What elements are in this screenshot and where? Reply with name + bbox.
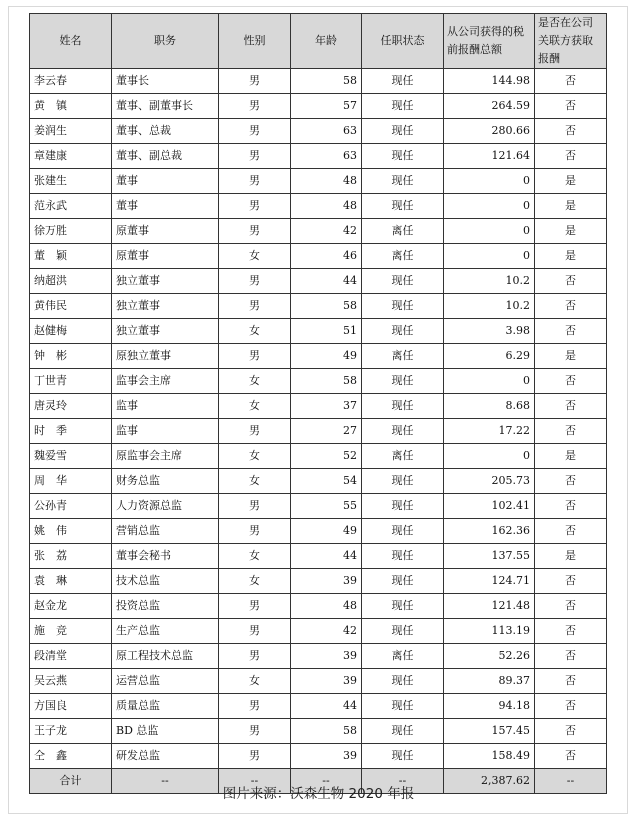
cell-position: 监事会主席 <box>112 369 219 394</box>
cell-related: 是 <box>535 344 607 369</box>
cell-name: 章建康 <box>30 144 112 169</box>
table-row <box>30 569 607 594</box>
cell-age: 63 <box>291 144 362 169</box>
cell-gender: 女 <box>219 394 291 419</box>
cell-pay: 17.22 <box>444 419 535 444</box>
header-status: 任职状态 <box>362 14 444 69</box>
cell-gender: 女 <box>219 369 291 394</box>
cell-status: 现任 <box>362 719 444 744</box>
cell-pay: 10.2 <box>444 269 535 294</box>
cell-age: 48 <box>291 594 362 619</box>
cell-status: 现任 <box>362 544 444 569</box>
image-source-caption: 图片来源：沃森生物 2020 年报 <box>222 786 415 802</box>
cell-related: 是 <box>535 219 607 244</box>
table-row <box>30 444 607 469</box>
cell-position: 营销总监 <box>112 519 219 544</box>
table-row <box>30 619 607 644</box>
cell-name: 徐万胜 <box>30 219 112 244</box>
table-row <box>30 544 607 569</box>
cell-name: 姜润生 <box>30 119 112 144</box>
cell-age: 39 <box>291 569 362 594</box>
cell-status: 现任 <box>362 319 444 344</box>
cell-gender: 男 <box>219 269 291 294</box>
cell-position: 原独立董事 <box>112 344 219 369</box>
cell-status: 离任 <box>362 644 444 669</box>
cell-position: 人力资源总监 <box>112 494 219 519</box>
cell-related: 否 <box>535 494 607 519</box>
cell-status: 现任 <box>362 594 444 619</box>
cell-status: 现任 <box>362 494 444 519</box>
cell-name: 李云春 <box>30 69 112 94</box>
table-row <box>30 694 607 719</box>
cell-name: 黄 镇 <box>30 94 112 119</box>
cell-pay: 264.59 <box>444 94 535 119</box>
cell-gender: 女 <box>219 669 291 694</box>
cell-gender: 男 <box>219 594 291 619</box>
table-row <box>30 244 607 269</box>
cell-gender: 男 <box>219 144 291 169</box>
cell-related: 否 <box>535 519 607 544</box>
cell-name: 钟 彬 <box>30 344 112 369</box>
cell-pay: 124.71 <box>444 569 535 594</box>
table-row <box>30 744 607 769</box>
cell-position: 独立董事 <box>112 294 219 319</box>
cell-gender: 男 <box>219 644 291 669</box>
cell-pay: 8.68 <box>444 394 535 419</box>
cell-related: 否 <box>535 319 607 344</box>
cell-pay: 102.41 <box>444 494 535 519</box>
cell-name: 时 季 <box>30 419 112 444</box>
cell-age: 44 <box>291 269 362 294</box>
cell-pay: 157.45 <box>444 719 535 744</box>
cell-age: 46 <box>291 244 362 269</box>
cell-related: 否 <box>535 269 607 294</box>
cell-pay: 3.98 <box>444 319 535 344</box>
cell-status: 离任 <box>362 344 444 369</box>
cell-related: 否 <box>535 719 607 744</box>
cell-pay: 158.49 <box>444 744 535 769</box>
cell-related: 否 <box>535 294 607 319</box>
cell-position: 技术总监 <box>112 569 219 594</box>
cell-pay: 10.2 <box>444 294 535 319</box>
table-row <box>30 344 607 369</box>
cell-related: 是 <box>535 194 607 219</box>
cell-position: 董事长 <box>112 69 219 94</box>
cell-gender: 男 <box>219 194 291 219</box>
total-status: -- <box>362 769 444 794</box>
table-row <box>30 69 607 94</box>
cell-age: 39 <box>291 644 362 669</box>
cell-name: 纳超洪 <box>30 269 112 294</box>
cell-position: 董事 <box>112 169 219 194</box>
cell-age: 44 <box>291 694 362 719</box>
cell-gender: 男 <box>219 94 291 119</box>
total-related: -- <box>535 769 607 794</box>
cell-name: 赵金龙 <box>30 594 112 619</box>
header-gender: 性别 <box>219 14 291 69</box>
cell-related: 否 <box>535 694 607 719</box>
cell-pay: 205.73 <box>444 469 535 494</box>
cell-gender: 男 <box>219 219 291 244</box>
cell-related: 否 <box>535 569 607 594</box>
cell-gender: 男 <box>219 119 291 144</box>
cell-gender: 男 <box>219 344 291 369</box>
cell-status: 现任 <box>362 294 444 319</box>
cell-age: 49 <box>291 344 362 369</box>
cell-related: 否 <box>535 394 607 419</box>
cell-position: 监事 <box>112 394 219 419</box>
cell-status: 现任 <box>362 619 444 644</box>
cell-name: 段清堂 <box>30 644 112 669</box>
cell-status: 现任 <box>362 694 444 719</box>
table-row <box>30 669 607 694</box>
cell-name: 姚 伟 <box>30 519 112 544</box>
cell-status: 离任 <box>362 444 444 469</box>
cell-name: 黄伟民 <box>30 294 112 319</box>
cell-gender: 男 <box>219 719 291 744</box>
cell-age: 55 <box>291 494 362 519</box>
table-row <box>30 169 607 194</box>
table-row <box>30 119 607 144</box>
cell-age: 37 <box>291 394 362 419</box>
cell-position: 运营总监 <box>112 669 219 694</box>
header-related: 是否在公司关联方获取报酬 <box>535 14 607 69</box>
cell-status: 现任 <box>362 669 444 694</box>
cell-age: 58 <box>291 719 362 744</box>
cell-status: 离任 <box>362 244 444 269</box>
cell-related: 否 <box>535 619 607 644</box>
cell-pay: 0 <box>444 219 535 244</box>
cell-position: 生产总监 <box>112 619 219 644</box>
cell-age: 27 <box>291 419 362 444</box>
cell-age: 42 <box>291 219 362 244</box>
cell-position: 董事、总裁 <box>112 119 219 144</box>
cell-pay: 89.37 <box>444 669 535 694</box>
cell-gender: 男 <box>219 494 291 519</box>
cell-status: 现任 <box>362 519 444 544</box>
cell-status: 现任 <box>362 144 444 169</box>
table-row <box>30 494 607 519</box>
cell-related: 否 <box>535 594 607 619</box>
table-body <box>30 69 607 769</box>
cell-gender: 男 <box>219 619 291 644</box>
cell-gender: 女 <box>219 319 291 344</box>
cell-position: 董事、副董事长 <box>112 94 219 119</box>
cell-related: 否 <box>535 144 607 169</box>
cell-status: 现任 <box>362 394 444 419</box>
cell-position: 研发总监 <box>112 744 219 769</box>
header-pay: 从公司获得的税前报酬总额 <box>444 14 535 69</box>
cell-age: 42 <box>291 619 362 644</box>
cell-related: 否 <box>535 419 607 444</box>
cell-age: 52 <box>291 444 362 469</box>
cell-name: 唐灵玲 <box>30 394 112 419</box>
table-row <box>30 194 607 219</box>
cell-gender: 男 <box>219 419 291 444</box>
cell-related: 否 <box>535 369 607 394</box>
cell-age: 58 <box>291 294 362 319</box>
cell-position: 原监事会主席 <box>112 444 219 469</box>
table-row <box>30 469 607 494</box>
cell-gender: 女 <box>219 544 291 569</box>
cell-status: 现任 <box>362 744 444 769</box>
cell-status: 现任 <box>362 69 444 94</box>
total-age: -- <box>291 769 362 794</box>
cell-name: 赵健梅 <box>30 319 112 344</box>
cell-age: 58 <box>291 69 362 94</box>
cell-pay: 121.64 <box>444 144 535 169</box>
cell-age: 39 <box>291 669 362 694</box>
cell-pay: 0 <box>444 444 535 469</box>
cell-related: 是 <box>535 244 607 269</box>
cell-name: 董 颖 <box>30 244 112 269</box>
cell-status: 现任 <box>362 419 444 444</box>
cell-status: 现任 <box>362 569 444 594</box>
table-row <box>30 319 607 344</box>
cell-position: 原工程技术总监 <box>112 644 219 669</box>
table-row <box>30 94 607 119</box>
cell-name: 施 竞 <box>30 619 112 644</box>
header-age: 年龄 <box>291 14 362 69</box>
cell-position: 财务总监 <box>112 469 219 494</box>
cell-age: 49 <box>291 519 362 544</box>
cell-pay: 0 <box>444 369 535 394</box>
cell-pay: 144.98 <box>444 69 535 94</box>
cell-pay: 280.66 <box>444 119 535 144</box>
cell-status: 现任 <box>362 119 444 144</box>
cell-status: 现任 <box>362 194 444 219</box>
total-pay: 2,387.62 <box>444 769 535 794</box>
cell-name: 周 华 <box>30 469 112 494</box>
cell-gender: 男 <box>219 69 291 94</box>
cell-name: 王子龙 <box>30 719 112 744</box>
cell-name: 袁 琳 <box>30 569 112 594</box>
cell-related: 是 <box>535 544 607 569</box>
cell-age: 63 <box>291 119 362 144</box>
cell-position: 原董事 <box>112 244 219 269</box>
cell-related: 否 <box>535 69 607 94</box>
cell-gender: 女 <box>219 569 291 594</box>
cell-position: 投资总监 <box>112 594 219 619</box>
cell-related: 是 <box>535 444 607 469</box>
cell-name: 丁世青 <box>30 369 112 394</box>
cell-gender: 男 <box>219 169 291 194</box>
cell-related: 否 <box>535 119 607 144</box>
cell-pay: 52.26 <box>444 644 535 669</box>
total-label: 合计 <box>30 769 112 794</box>
cell-related: 否 <box>535 669 607 694</box>
cell-pay: 113.19 <box>444 619 535 644</box>
cell-gender: 女 <box>219 444 291 469</box>
cell-position: 董事会秘书 <box>112 544 219 569</box>
cell-pay: 0 <box>444 169 535 194</box>
cell-age: 58 <box>291 369 362 394</box>
cell-name: 范永武 <box>30 194 112 219</box>
cell-pay: 162.36 <box>444 519 535 544</box>
cell-pay: 0 <box>444 194 535 219</box>
cell-age: 54 <box>291 469 362 494</box>
cell-age: 48 <box>291 169 362 194</box>
cell-related: 否 <box>535 469 607 494</box>
cell-position: 质量总监 <box>112 694 219 719</box>
header-row <box>30 14 607 69</box>
cell-pay: 6.29 <box>444 344 535 369</box>
cell-related: 是 <box>535 169 607 194</box>
cell-name: 公孙青 <box>30 494 112 519</box>
cell-position: 独立董事 <box>112 319 219 344</box>
cell-age: 44 <box>291 544 362 569</box>
cell-gender: 女 <box>219 244 291 269</box>
cell-name: 张建生 <box>30 169 112 194</box>
cell-status: 离任 <box>362 219 444 244</box>
cell-status: 现任 <box>362 169 444 194</box>
cell-gender: 男 <box>219 744 291 769</box>
table-row <box>30 594 607 619</box>
cell-position: 监事 <box>112 419 219 444</box>
table-row <box>30 144 607 169</box>
cell-name: 方国良 <box>30 694 112 719</box>
header-position: 职务 <box>112 14 219 69</box>
cell-gender: 男 <box>219 694 291 719</box>
remuneration-table <box>29 13 607 794</box>
cell-related: 否 <box>535 94 607 119</box>
cell-position: BD 总监 <box>112 719 219 744</box>
cell-position: 董事 <box>112 194 219 219</box>
table-row <box>30 644 607 669</box>
cell-pay: 121.48 <box>444 594 535 619</box>
cell-pay: 0 <box>444 244 535 269</box>
cell-gender: 男 <box>219 294 291 319</box>
cell-position: 独立董事 <box>112 269 219 294</box>
cell-name: 仝 鑫 <box>30 744 112 769</box>
cell-gender: 男 <box>219 519 291 544</box>
cell-age: 51 <box>291 319 362 344</box>
cell-gender: 女 <box>219 469 291 494</box>
cell-age: 57 <box>291 94 362 119</box>
cell-status: 现任 <box>362 469 444 494</box>
total-gender: -- <box>219 769 291 794</box>
cell-position: 原董事 <box>112 219 219 244</box>
cell-name: 魏爱雪 <box>30 444 112 469</box>
table-row <box>30 519 607 544</box>
cell-age: 48 <box>291 194 362 219</box>
cell-pay: 137.55 <box>444 544 535 569</box>
cell-name: 张 荔 <box>30 544 112 569</box>
table-row <box>30 219 607 244</box>
table-row <box>30 269 607 294</box>
cell-related: 否 <box>535 644 607 669</box>
cell-age: 39 <box>291 744 362 769</box>
table-row <box>30 719 607 744</box>
total-position: -- <box>112 769 219 794</box>
cell-status: 现任 <box>362 369 444 394</box>
table-row <box>30 294 607 319</box>
table-row <box>30 419 607 444</box>
cell-status: 现任 <box>362 94 444 119</box>
table-row <box>30 394 607 419</box>
cell-name: 吴云燕 <box>30 669 112 694</box>
cell-pay: 94.18 <box>444 694 535 719</box>
cell-status: 现任 <box>362 269 444 294</box>
header-name: 姓名 <box>30 14 112 69</box>
table-row <box>30 369 607 394</box>
cell-related: 否 <box>535 744 607 769</box>
cell-position: 董事、副总裁 <box>112 144 219 169</box>
